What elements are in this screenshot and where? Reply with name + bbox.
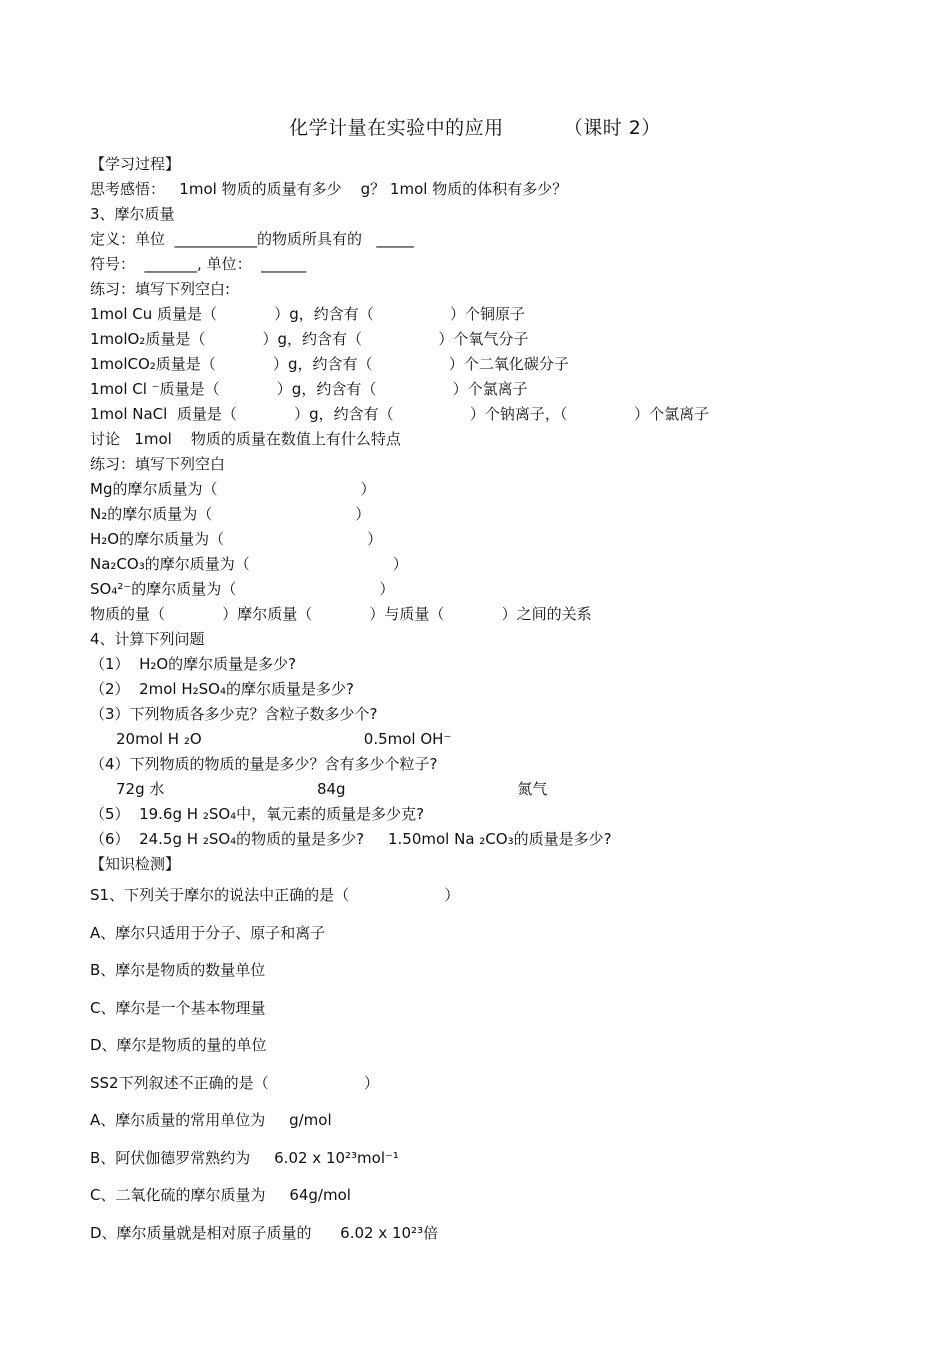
- exercise-line: 1mol NaCl 质量是（ ）g，约含有（ ）个钠离子，（ ）个氯离子: [90, 405, 710, 423]
- calculation-items: 72g 水 84g 氮气: [116, 780, 548, 798]
- quiz-question: SS2下列叙述不正确的是（ ）: [90, 1073, 379, 1092]
- title-main: 化学计量在实验中的应用: [289, 117, 504, 139]
- page-title: [0, 113, 950, 140]
- calculation-items: 20mol H ₂O 0.5mol OH⁻: [116, 730, 452, 748]
- section-heading-check: 【知识检测】: [90, 855, 181, 873]
- molar-mass-line: H₂O的摩尔质量为（ ）: [90, 530, 383, 548]
- quiz-option: B、摩尔是物质的数量单位: [90, 961, 266, 979]
- relationship-line: 物质的量（ ）摩尔质量（ ）与质量（ ）之间的关系: [90, 605, 592, 623]
- definition-line: 定义：单位 ___________的物质所具有的 _____: [90, 230, 414, 248]
- quiz-option: D、摩尔是物质的量的单位: [90, 1036, 267, 1054]
- molar-mass-line: Na₂CO₃的摩尔质量为（ ）: [90, 555, 408, 573]
- reflection-question: 思考感悟： 1mol 物质的质量有多少 g？ 1mol 物质的体积有多少？: [90, 180, 568, 198]
- quiz-option: A、摩尔质量的常用单位为 g/mol: [90, 1111, 332, 1129]
- exercise-heading: 练习：填写下列空白:: [90, 280, 231, 298]
- calculation-question: （1） H₂O的摩尔质量是多少?: [90, 655, 297, 673]
- quiz-option: C、二氧化硫的摩尔质量为 64g/mol: [90, 1186, 351, 1204]
- quiz-option: A、摩尔只适用于分子、原子和离子: [90, 923, 326, 942]
- exercise-line: 1molCO₂质量是（ ）g，约含有（ ）个二氧化碳分子: [90, 355, 569, 373]
- quiz-option: B、阿伏伽德罗常熟约为 6.02 x 10²³mol⁻¹: [90, 1148, 399, 1167]
- calculation-question: （3）下列物质各多少克？含粒子数多少个?: [90, 705, 378, 723]
- title-lesson: （课时 2）: [563, 117, 661, 139]
- document-body: [90, 152, 890, 1252]
- molar-mass-line: SO₄²⁻的摩尔质量为（ ）: [90, 580, 395, 598]
- section-heading-calculation: 4、计算下列问题: [90, 630, 205, 648]
- calculation-question: （6） 24.5g H ₂SO₄的物质的量是多少? 1.50mol Na ₂CO₃的质量是多少?: [90, 830, 612, 848]
- quiz-question: S1、下列关于摩尔的说法中正确的是（ ）: [90, 886, 460, 904]
- molar-mass-line: Mg的摩尔质量为（ ）: [90, 480, 376, 498]
- molar-mass-line: N₂的摩尔质量为（ ）: [90, 505, 371, 523]
- calculation-question: （4）下列物质的物质的量是多少？含有多少个粒子?: [90, 755, 438, 773]
- section-heading-learning: 【学习过程】: [90, 155, 181, 173]
- exercise-line: 1mol Cl ⁻质量是（ ）g，约含有（ ）个氯离子: [90, 380, 528, 398]
- exercise-line: 1molO₂质量是（ ）g，约含有（ ）个氧气分子: [90, 330, 529, 348]
- calculation-question: （2） 2mol H₂SO₄的摩尔质量是多少?: [90, 680, 354, 698]
- quiz-option: D、摩尔质量就是相对原子质量的 6.02 x 10²³倍: [90, 1223, 439, 1242]
- exercise-heading: 练习：填写下列空白: [90, 455, 226, 473]
- quiz-option: C、摩尔是一个基本物理量: [90, 998, 266, 1017]
- calculation-question: （5） 19.6g H ₂SO₄中，氧元素的质量是多少克?: [90, 805, 425, 823]
- exercise-line: 1mol Cu 质量是（ ）g，约含有（ ）个铜原子: [90, 305, 526, 323]
- section-heading-molar-mass: 3、摩尔质量: [90, 205, 175, 223]
- discussion-line: 讨论 1mol 物质的质量在数值上有什么特点: [90, 430, 401, 448]
- symbol-unit-line: 符号： _______, 单位： ______: [90, 255, 307, 273]
